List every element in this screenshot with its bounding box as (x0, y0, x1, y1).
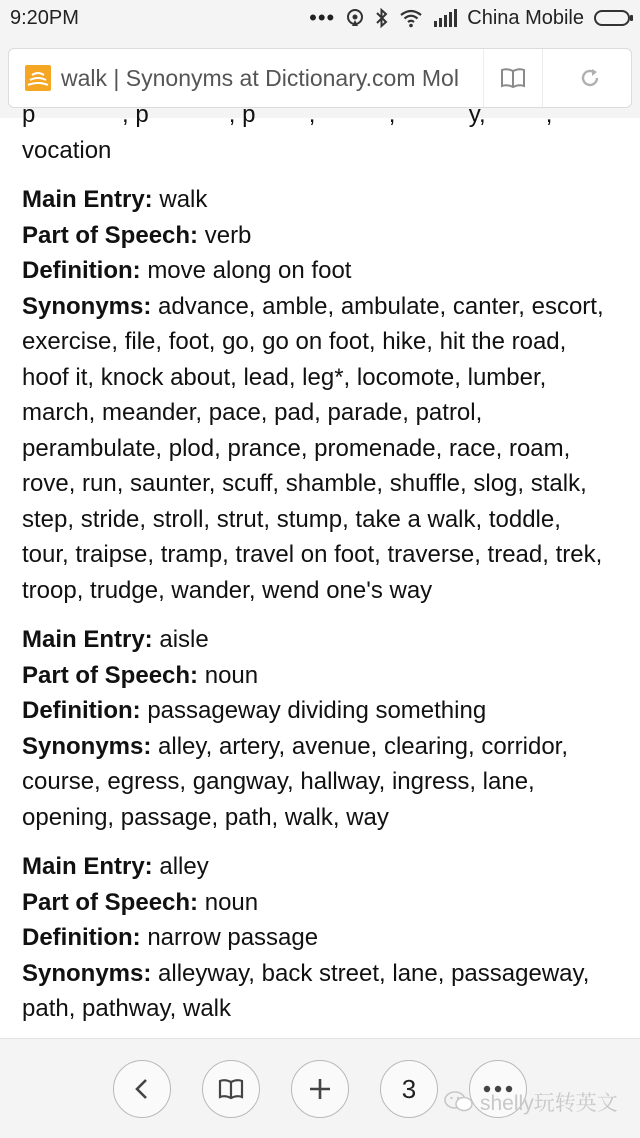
dictionary-favicon-icon (25, 65, 51, 91)
new-tab-button[interactable] (291, 1060, 349, 1118)
back-button[interactable] (113, 1060, 171, 1118)
battery-icon (594, 10, 630, 26)
status-time: 9:20PM (10, 6, 79, 29)
part-of-speech-label: Part of Speech: (22, 221, 199, 249)
synonyms-label: Synonyms: (22, 732, 152, 760)
synonyms-text: march, meander, pace, pad, parade, patrol, (22, 399, 483, 426)
main-entry-label: Main Entry: (22, 186, 153, 213)
definition-value: move along on foot (147, 257, 352, 284)
page-content (0, 101, 640, 1038)
back-arrow-icon (132, 1077, 152, 1101)
watermark-text: shelly玩转英文 (480, 1092, 618, 1115)
carrier-name: China Mobile (467, 6, 584, 29)
part-of-speech-row (22, 658, 622, 694)
wechat-icon (444, 1090, 474, 1114)
synonyms-text: rove, run, saunter, scuff, shamble, shuffle, slog, stalk, (22, 470, 587, 497)
book-reader-icon (500, 67, 526, 89)
synonyms-text: alleyway, back street, lane, passageway, (158, 959, 590, 987)
synonyms-text: path, pathway, walk (22, 995, 232, 1022)
definition-label: Definition: (22, 697, 141, 724)
page-title[interactable]: walk | Synonyms at Dictionary.com Mol (61, 64, 459, 91)
synonyms-text: perambulate, plod, prance, promenade, race, roam, (22, 434, 571, 462)
part-of-speech-value: verb (204, 221, 252, 249)
notification-dots: ••• (309, 5, 336, 30)
definition-value: passageway dividing something (147, 697, 487, 724)
status-bar (0, 0, 640, 36)
bookmarks-button[interactable] (202, 1060, 260, 1118)
synonyms-row (22, 956, 622, 992)
status-icons (309, 7, 630, 30)
main-entry-label: Main Entry: (22, 626, 153, 653)
main-entry-value: walk (159, 186, 208, 213)
part-of-speech-row (22, 218, 622, 254)
synonyms-text: course, egress, gangway, hallway, ingress, lane, (22, 768, 535, 795)
definition-row (22, 253, 622, 289)
synonyms-text: opening, passage, path, walk, way (22, 803, 389, 831)
definition-value: narrow passage (147, 924, 319, 951)
reload-icon (579, 67, 601, 89)
synonym-list (22, 97, 622, 1027)
synonyms-row (22, 289, 622, 325)
plus-icon (308, 1077, 332, 1101)
part-of-speech-value: noun (204, 888, 259, 916)
synonyms-text: tour, traipse, tramp, travel on foot, traverse, tread, trek, (22, 541, 603, 568)
main-entry-value: alley (159, 853, 209, 880)
synonyms-text: alley, artery, avenue, clearing, corridor, (158, 732, 569, 760)
synonyms-text: troop, trudge, wander, wend one's way (22, 576, 433, 604)
part-of-speech-label: Part of Speech: (22, 661, 199, 689)
synonyms-text: hoof it, knock about, lead, leg*, locomote, lumber, (22, 363, 547, 391)
entry-aisle (22, 622, 622, 835)
tab-count: 3 (401, 1073, 417, 1104)
part-of-speech-value: noun (204, 661, 259, 689)
main-entry-row (22, 182, 622, 218)
entry-alley (22, 849, 622, 1027)
part-of-speech-label: Part of Speech: (22, 888, 199, 916)
definition-row (22, 920, 622, 956)
bookmarks-icon (217, 1077, 245, 1101)
main-entry-label: Main Entry: (22, 853, 153, 880)
hotspot-icon (345, 8, 365, 28)
part-of-speech-row (22, 885, 622, 921)
synonyms-label: Synonyms: (22, 292, 152, 320)
bluetooth-icon (375, 7, 389, 29)
main-entry-row (22, 622, 622, 658)
synonyms-text: step, stride, stroll, strut, stump, take a walk, toddle, (22, 505, 561, 533)
definition-row (22, 693, 622, 729)
synonyms-text: exercise, file, foot, go, go on foot, hike, hit the road, (22, 328, 567, 355)
synonyms-row (22, 729, 622, 765)
cut-off-line: p , p , p , , y, , (22, 101, 553, 128)
synonyms-text: advance, amble, ambulate, canter, escort, (158, 292, 604, 320)
definition-label: Definition: (22, 924, 141, 951)
definition-label: Definition: (22, 257, 141, 284)
synonyms-label: Synonyms: (22, 959, 152, 987)
signal-icon (433, 9, 457, 27)
tabs-button[interactable] (380, 1060, 438, 1118)
previous-entry-tail: vocation (22, 136, 112, 164)
wifi-icon (399, 8, 423, 28)
watermark (444, 1087, 618, 1117)
entry-walk (22, 182, 622, 608)
main-entry-value: aisle (159, 626, 209, 653)
main-entry-row (22, 849, 622, 885)
